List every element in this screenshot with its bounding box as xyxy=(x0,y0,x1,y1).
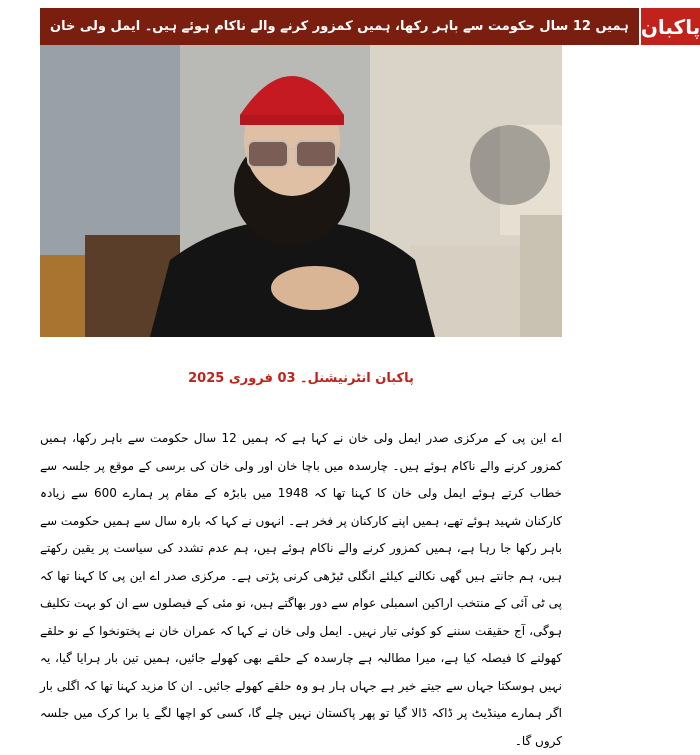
article-body: اے این پی کے مرکزی صدر ایمل ولی خان نے کہا ہے کہ ہمیں 12 سال حکومت سے باہر رکھا، ہمیں کمزور کرنے والے ناکام ہوئے ہیں۔ چارسدہ میں باچا خان اور ولی خان کی برسی کے موقع پر جلسہ سے خطاب کرتے ہوئے ایمل ولی خان کا کہنا تھا کہ 1948 میں بابڑہ کے مقام پر ہمارے 600 سے زیادہ کارکنان شہید ہوئے تھے، ہمیں اپنے کارکنان پر فخر ہے۔ انہوں نے کہا کہ بارہ سال سے ہمیں حکومت سے باہر رکھا جا رہا ہے، ہمیں کمزور کرنے والے ناکام ہوئے ہیں، ہم عدم تشدد کی سیاست پر یقین رکھتے ہیں، ہم جانتے ہیں گھی نکالنے کیلئے انگلی ٹیڑھی کرنی پڑتی ہے۔ مرکزی صدر اے این پی کا کہنا تھا کہ پی ٹی آئی کے منتخب اراکین اسمبلی عوام سے دور بھاگتے ہیں، نو مئی کے فیصلوں سے ان کو بہت تکلیف ہوگی، آج حقیقت سننے کو کوئی تیار نہیں۔ ایمل ولی خان نے کہا کہ عمران خان نے پختونخوا کے نو حلقے کھولنے کا فیصلہ کیا ہے، میرا مطالبہ ہے چارسدہ کے حلقے بھی کھولے جائیں، ہمیں تین بار ہرایا گیا، یہ نہیں ہوسکتا جہاں سے جیتے خیر ہے جہاں ہار ہو وہ حلقے کھولے جائیں۔ ان کا مزید کہنا تھا کہ اگلی بار اگر ہمارے مینڈیٹ پر ڈاکہ ڈالا گیا تو پھر پاکستان نہیں چلے گا، کسی کو اچھا لگے یا برا کرک میں جلسہ کروں گا۔ xyxy=(40,431,562,748)
headline-bar: ہمیں 12 سال حکومت سے باہر رکھا، ہمیں کمزور کرنے والے ناکام ہوئے ہیں۔ ایمل ولی خان xyxy=(40,8,639,45)
dateline: پاکبان انٹرنیشنل۔ 03 فروری 2025 xyxy=(188,371,414,386)
brand-logo: پاکبان xyxy=(639,8,700,45)
news-header xyxy=(40,8,700,45)
news-photo xyxy=(40,45,562,337)
